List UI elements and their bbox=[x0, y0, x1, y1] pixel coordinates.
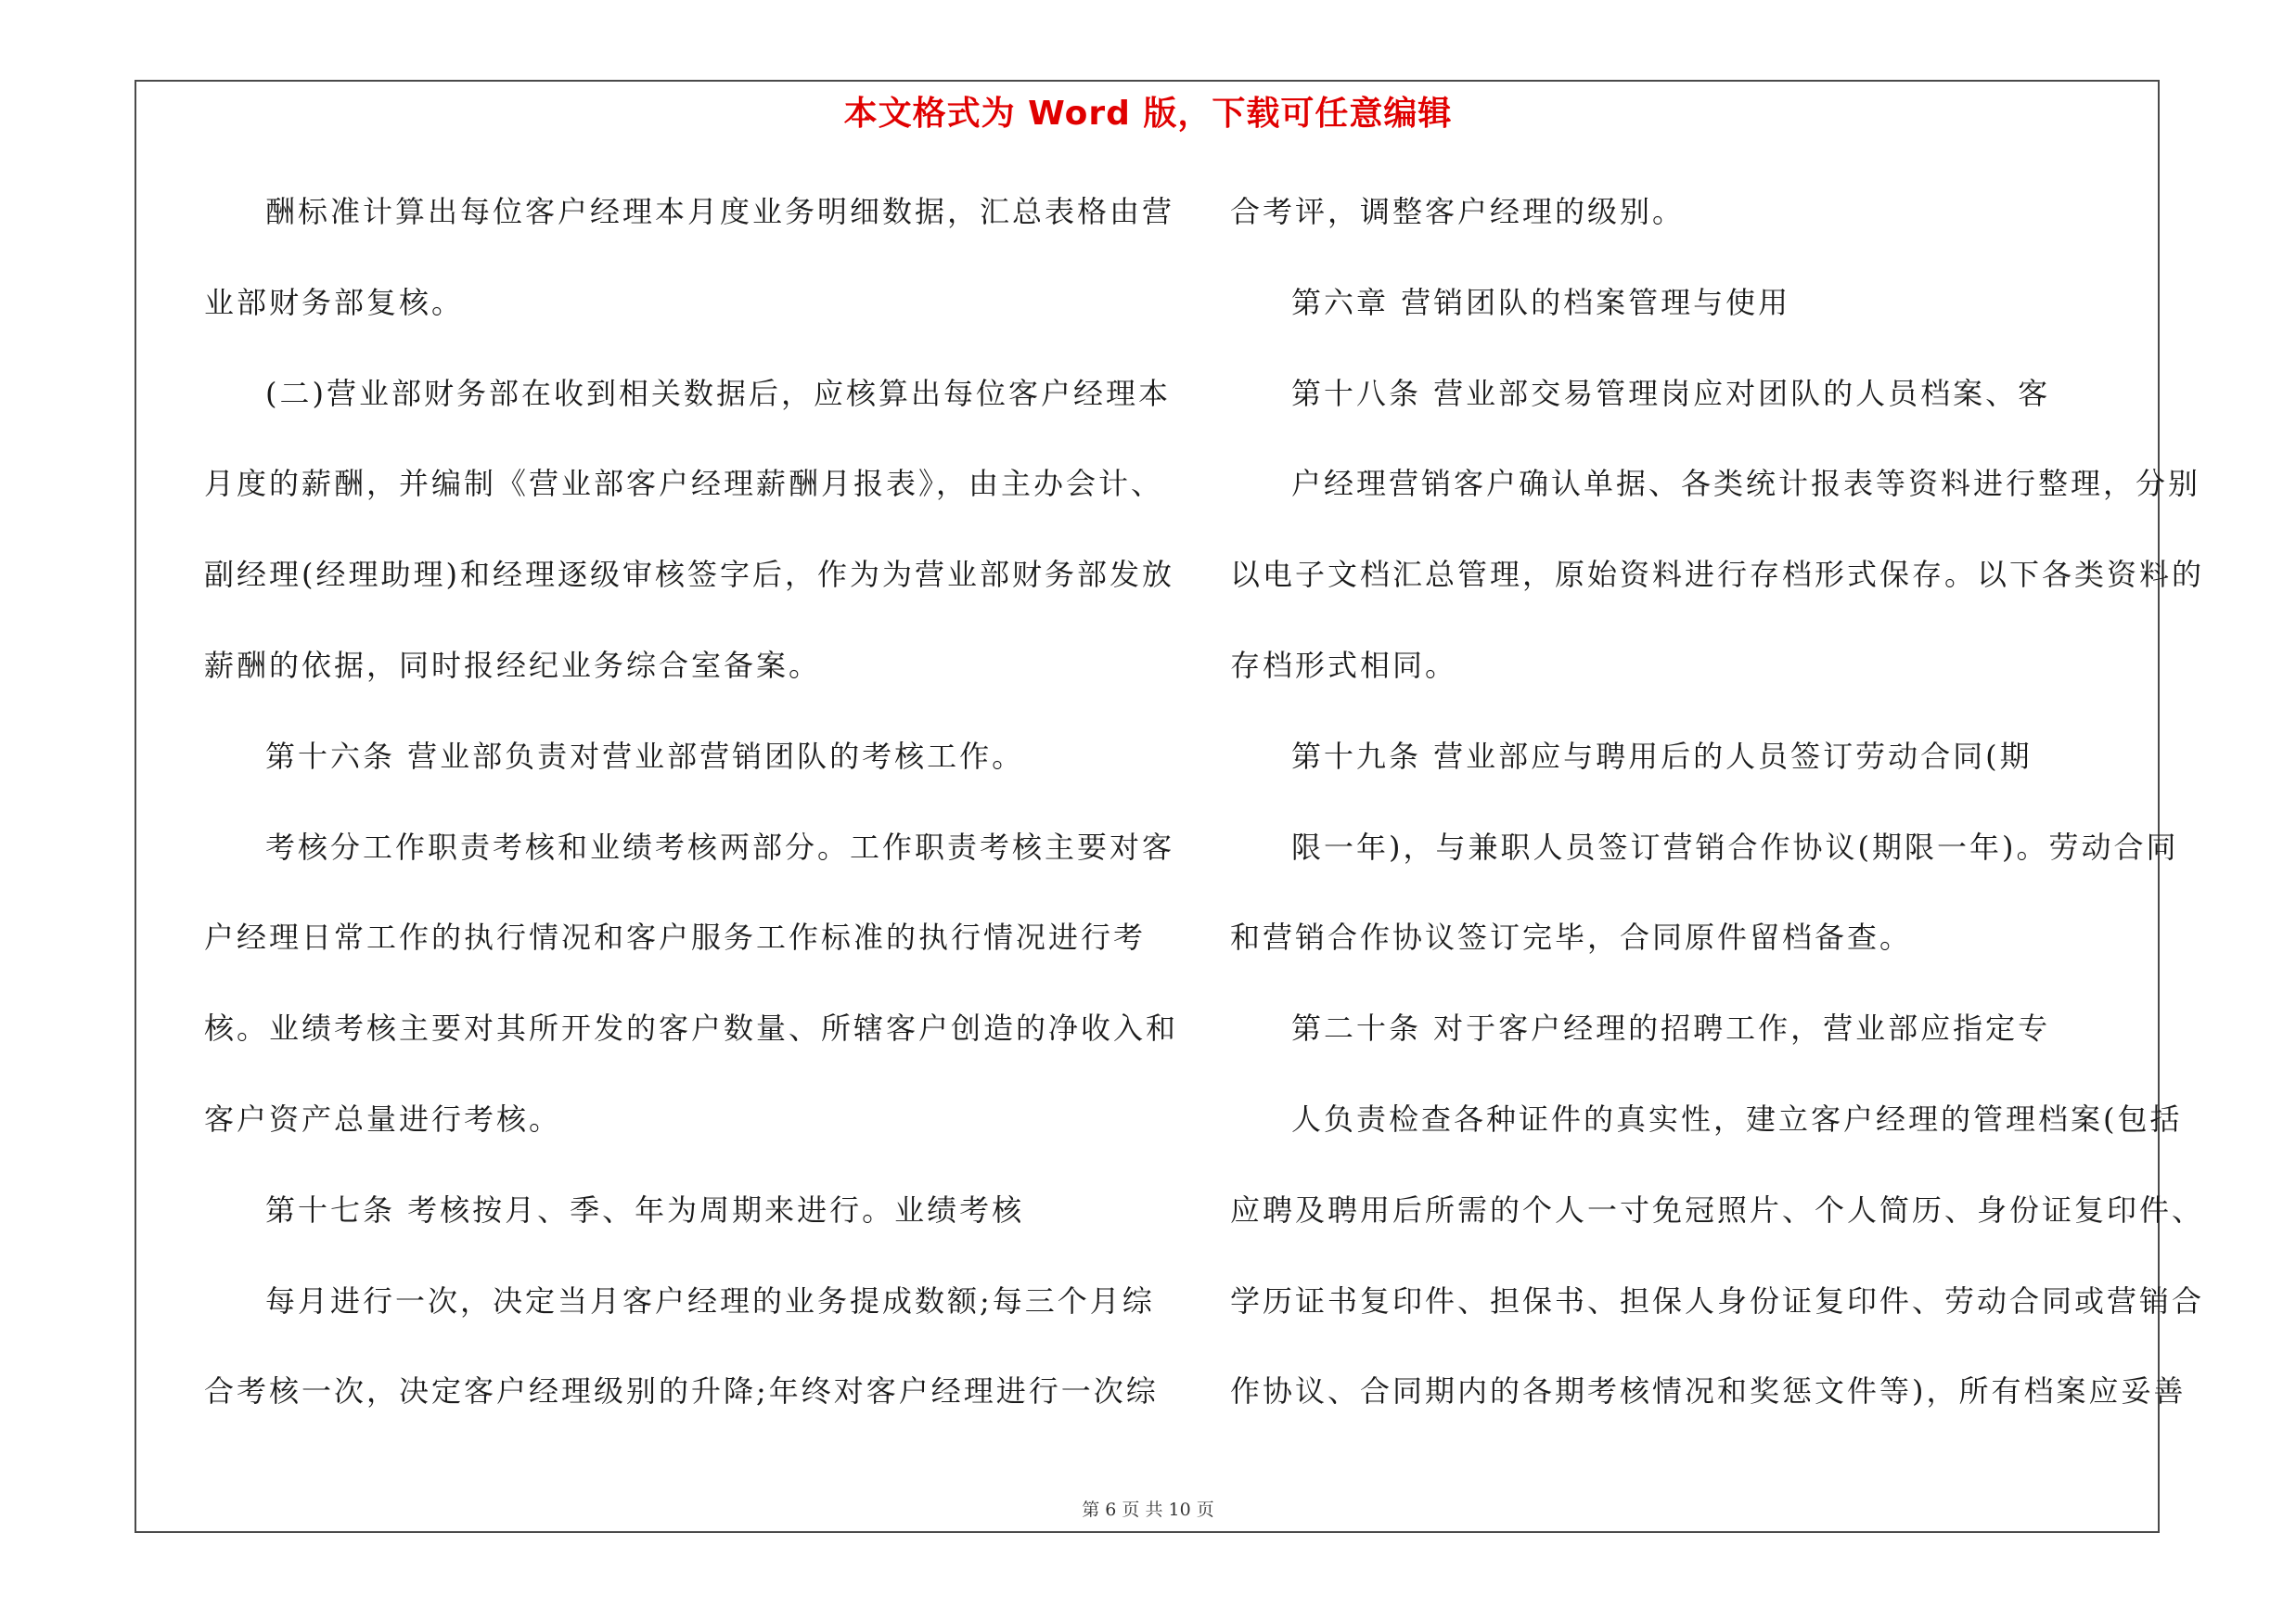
text-line: 应聘及聘用后所需的个人一寸免冠照片、个人简历、身份证复印件、 bbox=[1230, 1191, 2205, 1228]
text-line: 副经理(经理助理)和经理逐级审核签字后，作为为营业部财务部发放 bbox=[204, 557, 1174, 593]
text-line: 月度的薪酬，并编制《营业部客户经理薪酬月报表》，由主办会计、 bbox=[204, 466, 1164, 502]
text-line: 第二十条 对于客户经理的招聘工作，营业部应指定专 bbox=[1291, 1011, 2051, 1047]
text-line: 业部财务部复核。 bbox=[204, 284, 465, 320]
text-line: 和营销合作协议签订完毕，合同原件留档备查。 bbox=[1230, 920, 1913, 956]
text-line: 考核分工作职责考核和业绩考核两部分。工作职责考核主要对客 bbox=[265, 829, 1175, 865]
text-line: 合考评，调整客户经理的级别。 bbox=[1230, 194, 1686, 229]
text-line: 合考核一次，决定客户经理级别的升降;年终对客户经理进行一次综 bbox=[204, 1373, 1159, 1410]
text-line: 存档形式相同。 bbox=[1230, 647, 1458, 683]
text-line: 第十六条 营业部负责对营业部营销团队的考核工作。 bbox=[265, 738, 1025, 774]
text-line: (二)营业部财务部在收到相关数据后，应核算出每位客户经理本 bbox=[265, 375, 1171, 411]
text-line: 人负责检查各种证件的真实性，建立客户经理的管理档案(包括 bbox=[1291, 1101, 2183, 1137]
text-line: 限一年)，与兼职人员签订营销合作协议(期限一年)。劳动合同 bbox=[1291, 829, 2179, 865]
left-text-column bbox=[204, 184, 1179, 1454]
text-line: 客户资产总量进行考核。 bbox=[204, 1101, 562, 1137]
right-text-column bbox=[1230, 184, 2205, 1454]
text-line: 薪酬的依据，同时报经纪业务综合室备案。 bbox=[204, 647, 822, 683]
text-line: 第十九条 营业部应与聘用后的人员签订劳动合同(期 bbox=[1291, 738, 2033, 774]
text-line: 每月进行一次，决定当月客户经理的业务提成数额;每三个月综 bbox=[265, 1282, 1155, 1319]
text-line: 核。业绩考核主要对其所开发的客户数量、所辖客户创造的净收入和 bbox=[204, 1011, 1179, 1047]
page-number-footer: 第 6 页 共 10 页 bbox=[1082, 1500, 1214, 1520]
text-line: 第十七条 考核按月、季、年为周期来进行。业绩考核 bbox=[265, 1191, 1025, 1228]
text-line: 第十八条 营业部交易管理岗应对团队的人员档案、客 bbox=[1291, 375, 2051, 411]
text-line: 第六章 营销团队的档案管理与使用 bbox=[1291, 284, 1791, 320]
text-line: 学历证书复印件、担保书、担保人身份证复印件、劳动合同或营销合 bbox=[1230, 1282, 2205, 1319]
text-line: 以电子文档汇总管理，原始资料进行存档形式保存。以下各类资料的 bbox=[1230, 557, 2205, 593]
word-format-banner: 本文格式为 Word 版，下载可任意编辑 bbox=[843, 95, 1453, 133]
text-line: 作协议、合同期内的各期考核情况和奖惩文件等)，所有档案应妥善 bbox=[1230, 1373, 2187, 1410]
text-line: 户经理营销客户确认单据、各类统计报表等资料进行整理，分别 bbox=[1291, 466, 2201, 502]
text-line: 酬标准计算出每位客户经理本月度业务明细数据，汇总表格由营 bbox=[265, 194, 1175, 229]
text-line: 户经理日常工作的执行情况和客户服务工作标准的执行情况进行考 bbox=[204, 920, 1147, 956]
